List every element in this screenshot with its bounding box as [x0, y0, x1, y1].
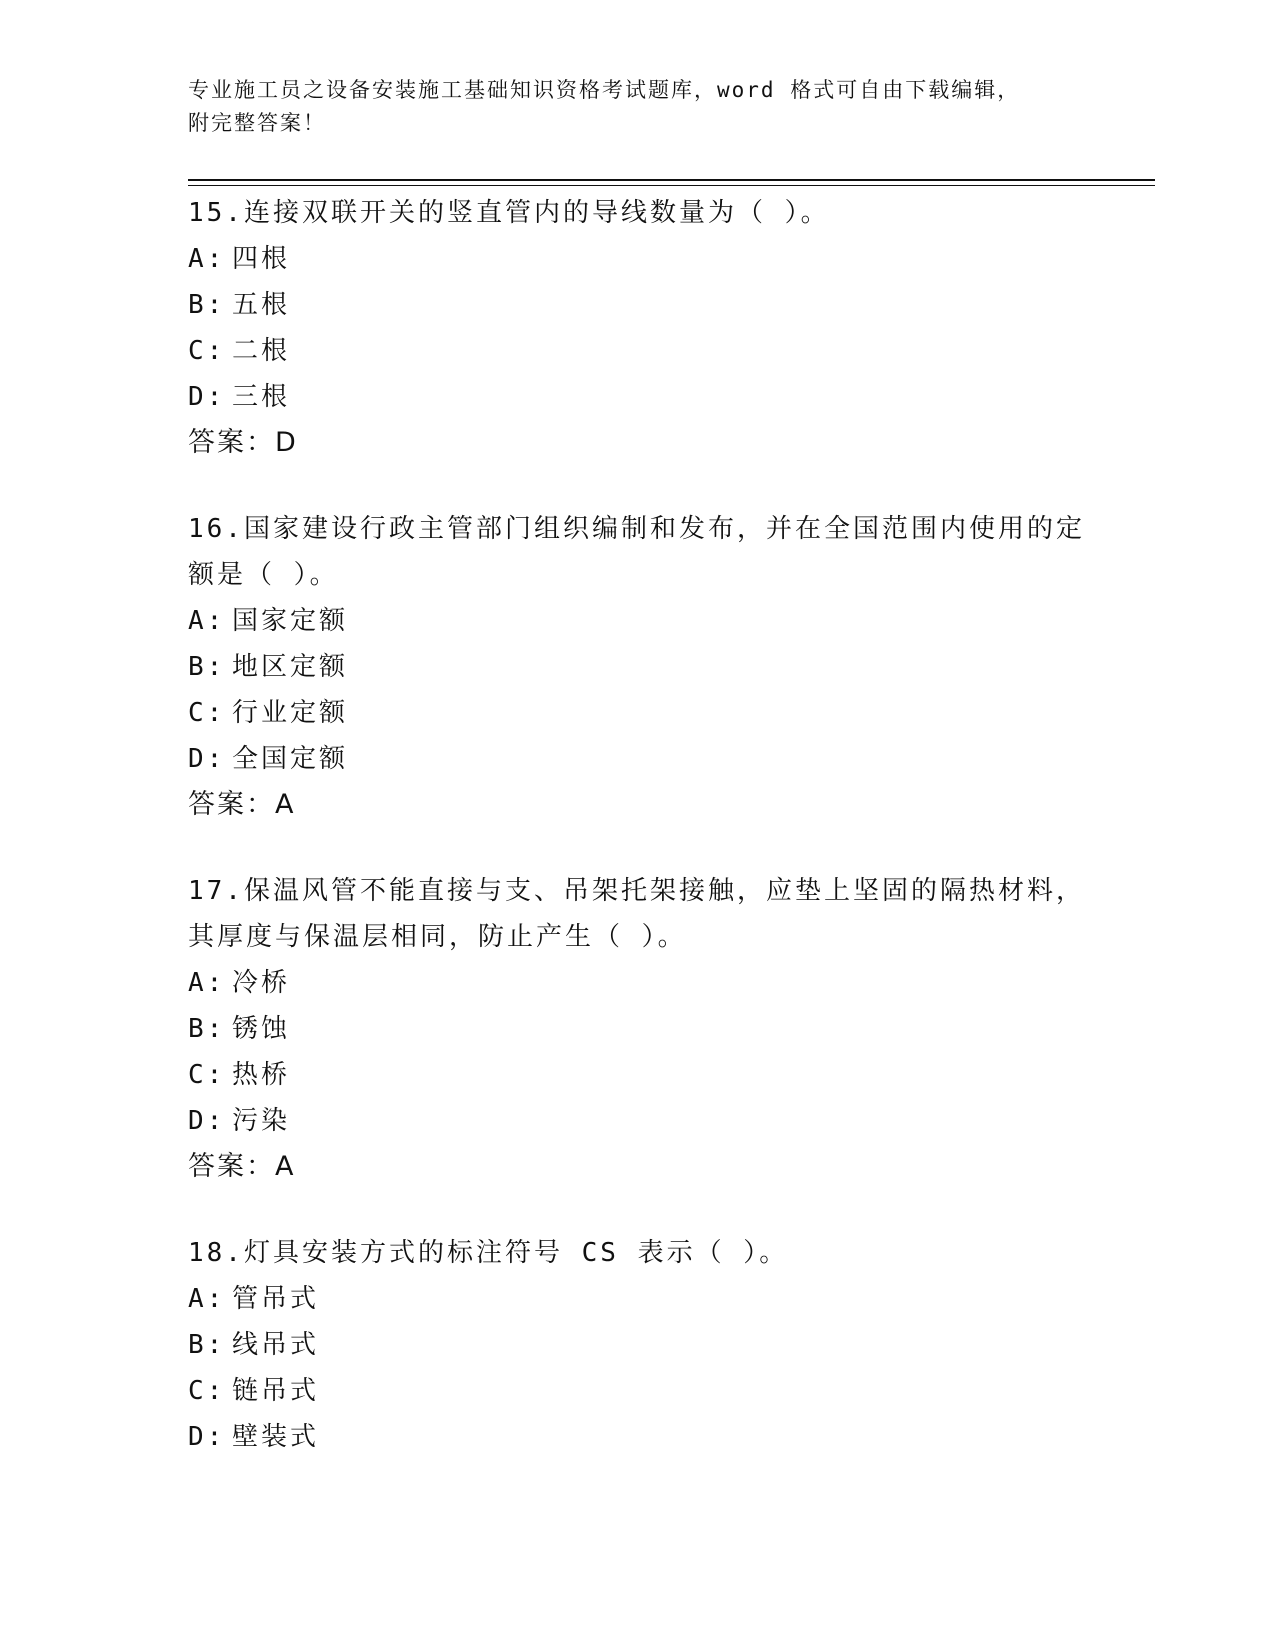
header-line-1: 专业施工员之设备安装施工基础知识资格考试题库，word 格式可自由下载编辑， [188, 78, 1021, 102]
option-a [188, 598, 1108, 644]
option-letter: A: [188, 968, 226, 998]
option-letter: C: [188, 1376, 226, 1406]
option-text: 链吊式 [232, 1376, 320, 1406]
document-header [188, 74, 1088, 140]
question-17 [188, 868, 1108, 1190]
option-letter: C: [188, 698, 226, 728]
option-text: 锈蚀 [232, 1014, 291, 1044]
option-b [188, 1322, 1108, 1368]
option-d [188, 374, 1108, 420]
option-letter: D: [188, 382, 226, 412]
option-text: 污染 [232, 1106, 291, 1136]
option-text: 管吊式 [232, 1284, 320, 1314]
option-d [188, 1098, 1108, 1144]
option-b [188, 282, 1108, 328]
option-letter: B: [188, 1014, 226, 1044]
option-c [188, 690, 1108, 736]
option-text: 二根 [232, 336, 291, 366]
question-list [188, 190, 1108, 1500]
question-stem: 18.灯具安装方式的标注符号 CS 表示（ ）。 [188, 1238, 789, 1268]
option-text: 冷桥 [232, 968, 291, 998]
option-letter: D: [188, 1106, 226, 1136]
option-text: 国家定额 [232, 606, 349, 636]
option-text: 三根 [232, 382, 291, 412]
option-b [188, 1006, 1108, 1052]
option-c [188, 1368, 1108, 1414]
option-text: 全国定额 [232, 744, 349, 774]
option-letter: A: [188, 1284, 226, 1314]
option-letter: C: [188, 1060, 226, 1090]
option-letter: B: [188, 290, 226, 320]
question-18 [188, 1230, 1108, 1460]
option-c [188, 328, 1108, 374]
answer-line: 答案：A [188, 789, 296, 820]
option-text: 线吊式 [232, 1330, 320, 1360]
question-stem: 16.国家建设行政主管部门组织编制和发布，并在全国范围内使用的定额是（ ）。 [188, 514, 1085, 590]
option-letter: B: [188, 1330, 226, 1360]
option-text: 壁装式 [232, 1422, 320, 1452]
question-stem: 17.保温风管不能直接与支、吊架托架接触，应垫上坚固的隔热材料，其厚度与保温层相同，防止产生（ ）。 [188, 876, 1085, 952]
header-divider-thick [188, 179, 1155, 181]
option-letter: D: [188, 1422, 226, 1452]
question-stem: 15.连接双联开关的竖直管内的导线数量为（ ）。 [188, 198, 830, 228]
option-a [188, 960, 1108, 1006]
answer-line: 答案：A [188, 1151, 296, 1182]
option-letter: C: [188, 336, 226, 366]
question-16 [188, 506, 1108, 828]
option-d [188, 1414, 1108, 1460]
option-text: 热桥 [232, 1060, 291, 1090]
option-text: 行业定额 [232, 698, 349, 728]
header-line-2: 附完整答案！ [188, 111, 326, 135]
option-d [188, 736, 1108, 782]
option-b [188, 644, 1108, 690]
option-text: 地区定额 [232, 652, 349, 682]
option-text: 四根 [232, 244, 291, 274]
option-letter: A: [188, 606, 226, 636]
option-a [188, 236, 1108, 282]
header-divider-thin [188, 185, 1155, 186]
question-15 [188, 190, 1108, 466]
option-text: 五根 [232, 290, 291, 320]
option-letter: A: [188, 244, 226, 274]
option-letter: B: [188, 652, 226, 682]
option-letter: D: [188, 744, 226, 774]
option-c [188, 1052, 1108, 1098]
answer-line: 答案：D [188, 427, 298, 458]
option-a [188, 1276, 1108, 1322]
